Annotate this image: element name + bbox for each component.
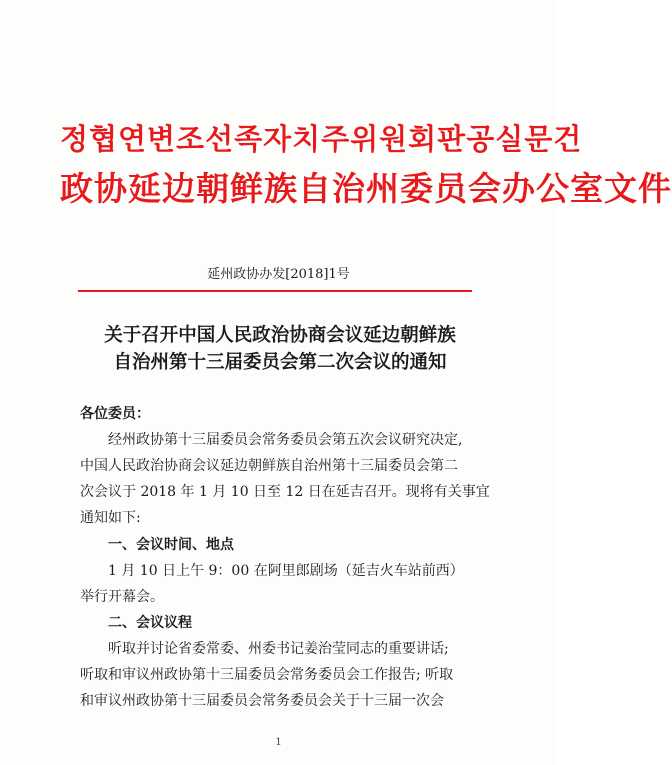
section-heading-time-location: 一、会议时间、地点 [108, 537, 234, 553]
paragraph-line: 举行开幕会。 [80, 589, 164, 605]
header-chinese-title: 政协延边朝鲜族自治州委员会办公室文件 [60, 169, 672, 208]
document-number: 延州政协办发[2018]1号 [207, 267, 350, 282]
paragraph-line: 和审议州政协第十三届委员会常务委员会关于十三届一次会 [80, 693, 444, 709]
notice-title-line-1: 关于召开中国人民政治协商会议延边朝鲜族 [104, 325, 456, 346]
paragraph-line: 听取和审议州政协第十三届委员会常务委员会工作报告; 听取 [80, 667, 454, 683]
section-heading-agenda: 二、会议议程 [108, 615, 192, 631]
paragraph-line: 1 月 10 日上午 9：00 在阿里郎剧场（延吉火车站前西） [108, 563, 464, 579]
paragraph-line: 经州政协第十三届委员会常务委员会第五次会议研究决定, [108, 432, 463, 448]
page-number: 1 [275, 737, 282, 748]
paragraph-line: 次会议于 2018 年 1 月 10 日至 12 日在延吉召开。现将有关事宜 [80, 484, 490, 500]
paragraph-line: 通知如下: [80, 510, 141, 526]
notice-title-line-2: 自治州第十三届委员会第二次会议的通知 [113, 352, 447, 373]
paragraph-line: 中国人民政治协商会议延边朝鲜族自治州第十三届委员会第二 [80, 458, 458, 474]
red-divider-line [78, 290, 472, 292]
header-korean-title: 정협연변조선족자치주위원회판공실문건 [60, 122, 583, 156]
paragraph-line: 听取并讨论省委常委、州委书记姜治莹同志的重要讲话; [108, 641, 449, 657]
salutation: 各位委员： [80, 406, 150, 422]
